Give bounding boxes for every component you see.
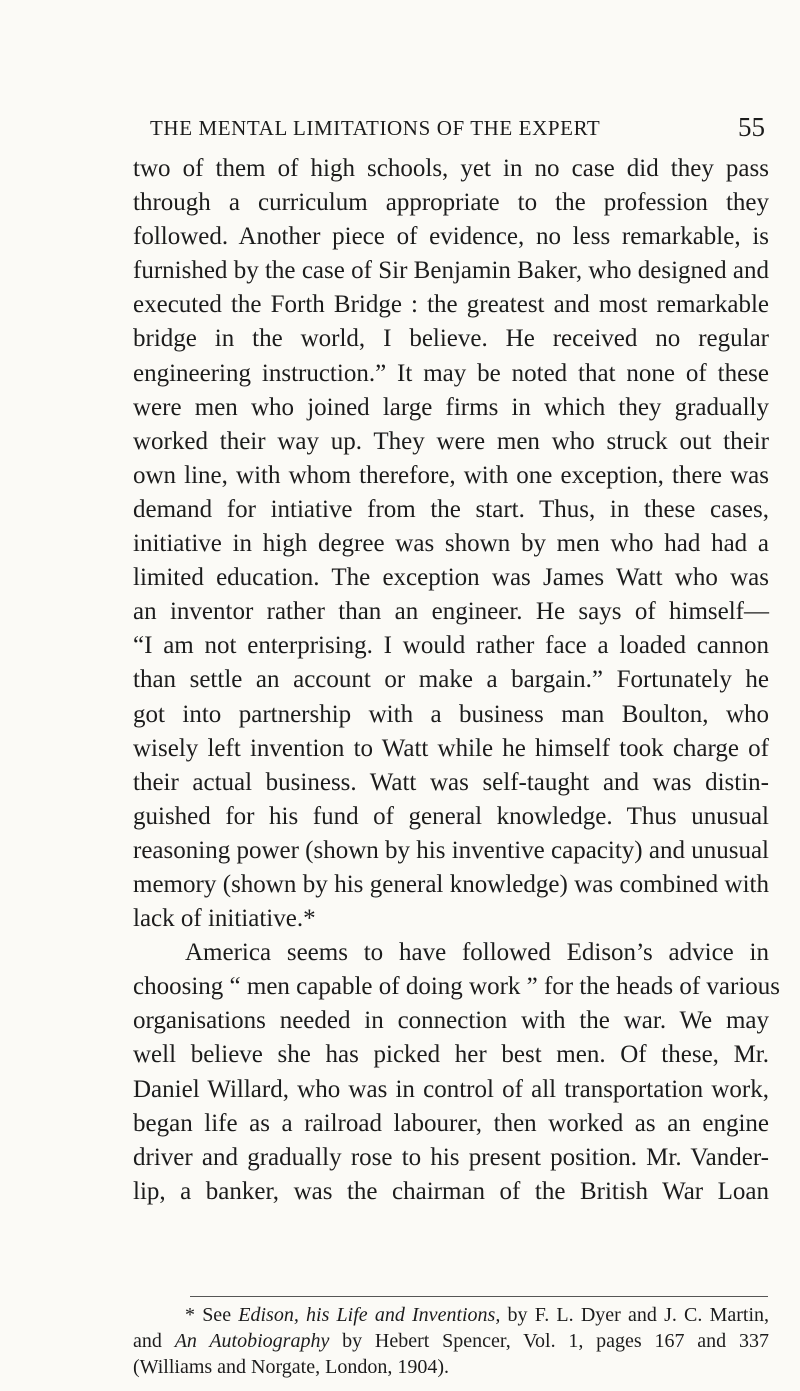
- text-line: demand for intiative from the start. Thus, in these cases,: [133, 495, 769, 523]
- text-line: choosing “ men capable of doing work ” for the heads of various: [133, 973, 781, 1001]
- text-line: guished for his fund of general knowledge. Thus unusual: [133, 802, 769, 830]
- text-line: bridge in the world, I believe. He received no regular: [133, 325, 769, 353]
- footnote-line: [133, 1328, 769, 1354]
- footnote-and: and: [133, 1330, 162, 1352]
- text-line: reasoning power (shown by his inventive capacity) and unusual: [133, 836, 769, 864]
- paragraph-start-line: America seems to have followed Edison’s advice in: [185, 939, 769, 967]
- text-line: Daniel Willard, who was in control of all transportation work,: [133, 1075, 769, 1103]
- text-line: through a curriculum appropriate to the profession they: [133, 189, 769, 217]
- text-line: began life as a railroad labourer, then worked as an engine: [133, 1109, 769, 1137]
- footnote-rule: [190, 1296, 768, 1297]
- text-line: “I am not enterprising. I would rather face a loaded cannon: [133, 632, 769, 660]
- text-line: worked their way up. They were men who struck out their: [133, 427, 769, 455]
- footnote-line: (Williams and Norgate, London, 1904).: [133, 1356, 449, 1378]
- paragraph-end-line: lack of initiative.*: [133, 905, 316, 933]
- text-line: driver and gradually rose to his present position. Mr. Vander-: [133, 1143, 769, 1171]
- running-title: THE MENTAL LIMITATIONS OF THE EXPERT: [150, 116, 601, 140]
- text-line: an inventor rather than an engineer. He says of himself—: [133, 598, 769, 626]
- text-line: limited education. The exception was James Watt who was: [133, 564, 769, 592]
- footnote-see: See: [202, 1304, 232, 1326]
- text-line: their actual business. Watt was self-taught and was distin-: [133, 768, 769, 796]
- text-line: got into partnership with a business man Boulton, who: [133, 700, 769, 728]
- text-line: furnished by the case of Sir Benjamin Baker, who designed and: [133, 257, 769, 285]
- text-line: were men who joined large firms in which they gradually: [133, 393, 769, 421]
- text-line: than settle an account or make a bargain.” Fortunately he: [133, 666, 769, 694]
- text-line: wisely left invention to Watt while he himself took charge of: [133, 734, 769, 762]
- text-line: engineering instruction.” It may be noted that none of these: [133, 359, 769, 387]
- footnote-line: [133, 1302, 769, 1328]
- footnote-authors: by F. L. Dyer and J. C. Martin,: [507, 1304, 769, 1326]
- text-line: well believe she has picked her best men. Of these, Mr.: [133, 1041, 769, 1069]
- footnote-marker: *: [185, 1304, 195, 1326]
- body-text: [133, 152, 781, 1209]
- text-line: memory (shown by his general knowledge) was combined with: [133, 870, 769, 898]
- text-line: two of them of high schools, yet in no case did they pass: [133, 155, 769, 182]
- page-number: 55: [738, 112, 765, 142]
- text-line: organisations needed in connection with the war. We may: [133, 1007, 769, 1035]
- text-line: lip, a banker, was the chairman of the British War Loan: [133, 1177, 769, 1205]
- text-line: executed the Forth Bridge : the greatest and most remarkable: [133, 291, 769, 319]
- footnote-title-edison: Edison, his Life and Inventions,: [238, 1304, 501, 1326]
- text-line: followed. Another piece of evidence, no less remarkable, is: [133, 223, 769, 251]
- footnote: [133, 1302, 769, 1380]
- text-line: initiative in high degree was shown by men who had had a: [133, 530, 769, 558]
- footnote-title-autobiography: An Autobiography: [174, 1330, 330, 1352]
- footnote-details: by Hebert Spencer, Vol. 1, pages 167 and 337: [342, 1330, 769, 1352]
- text-line: own line, with whom therefore, with one exception, there was: [133, 461, 769, 489]
